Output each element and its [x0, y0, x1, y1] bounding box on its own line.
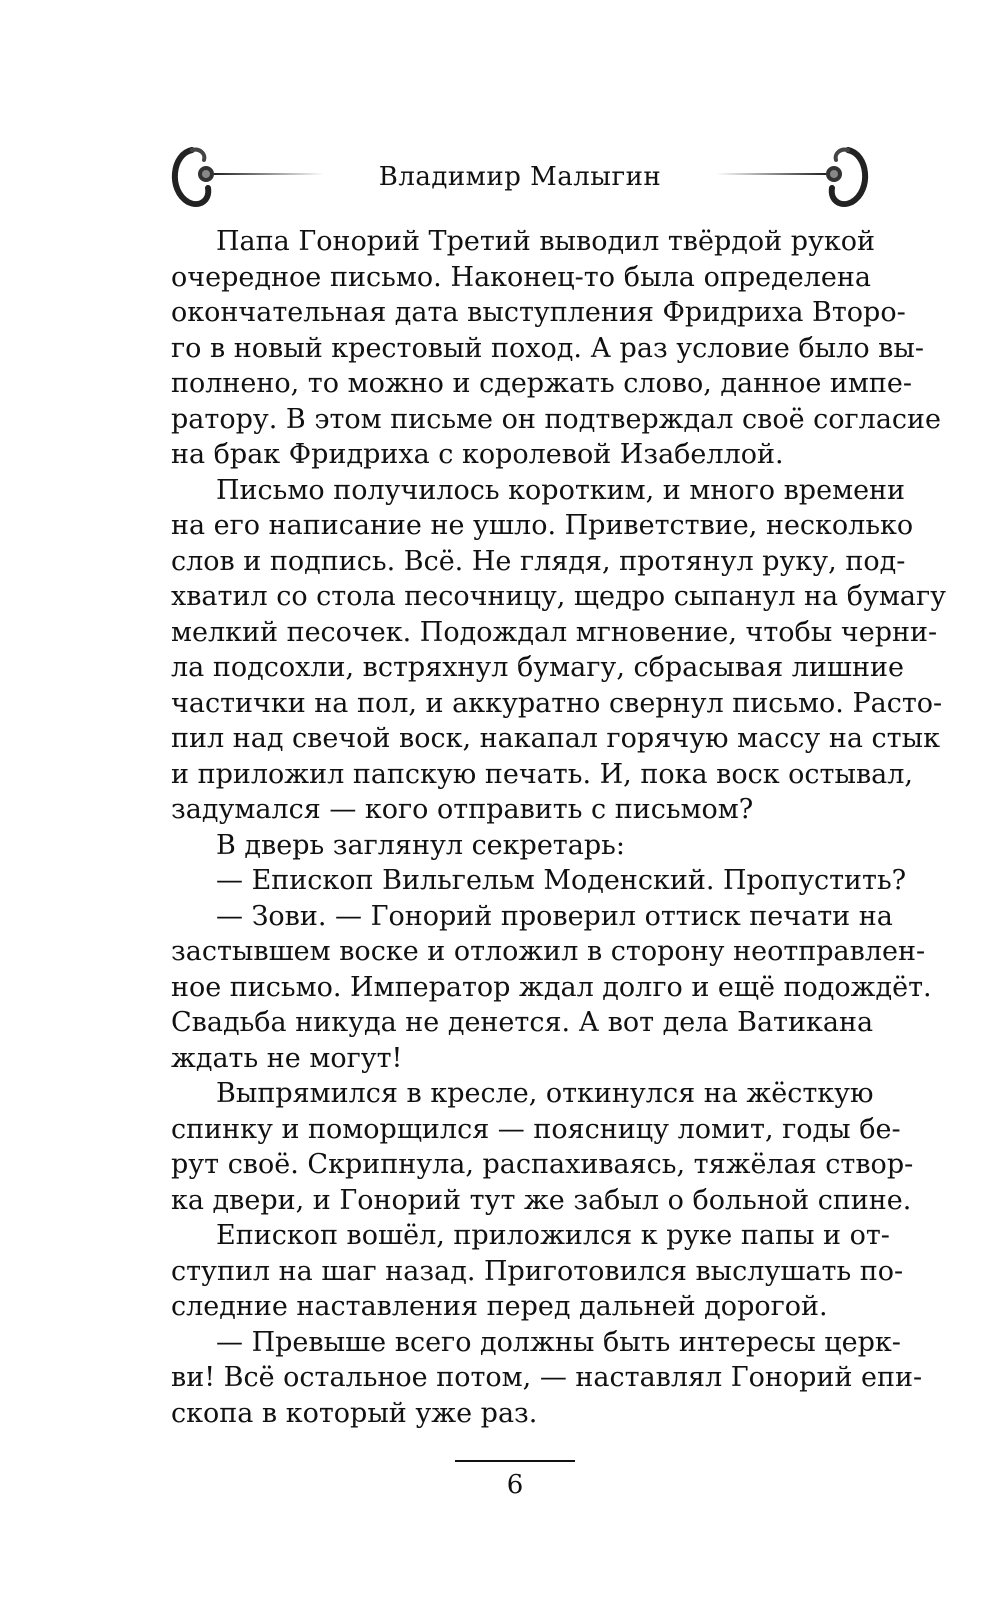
text-line: Письмо получилось коротким, и много времени	[216, 474, 906, 506]
text-line: спинку и поморщился — поясницу ломит, годы бе-	[171, 1113, 901, 1145]
text-line: и приложил папскую печать. И, пока воск остывал,	[171, 758, 913, 790]
text-line: рут своё. Скрипнула, распахиваясь, тяжёлая створ-	[171, 1149, 914, 1180]
text-line: застывшем воске и отложил в сторону неотправлен-	[171, 936, 926, 967]
text-line: ратору. В этом письме он подтверждал своё согласие	[171, 403, 942, 435]
text-line: ступил на шаг назад. Приготовился выслушать по-	[171, 1255, 904, 1287]
text-line: Папа Гонорий Третий выводил твёрдой рукой	[216, 226, 875, 257]
footer-rule	[455, 1460, 575, 1462]
text-line: ное письмо. Император ждал долго и ещё подождёт.	[171, 971, 932, 1003]
text-line: мелкий песочек. Подождал мгновение, чтобы черни-	[171, 616, 938, 648]
text-line: Выпрямился в кресле, откинулся на жёсткую	[216, 1078, 874, 1109]
text-line: ви! Всё остальное потом, — наставлял Гонорий епи-	[171, 1362, 923, 1393]
text-line: окончательная дата выступления Фридриха Второ-	[171, 297, 906, 328]
text-line: частички на пол, и аккуратно свернул письмо. Расто-	[171, 687, 943, 719]
text-line: полнено, то можно и сдержать слово, данное импе-	[171, 368, 913, 399]
text-line: задумался — кого отправить с письмом?	[171, 794, 754, 825]
running-header	[170, 140, 870, 220]
author-name: Владимир Малыгин	[378, 162, 662, 192]
text-line: Епископ вошёл, приложился к руке папы и от-	[216, 1220, 890, 1251]
text-line: хватил со стола песочницу, щедро сыпанул на бумагу	[171, 581, 946, 612]
text-line: очередное письмо. Наконец-то была определена	[171, 261, 871, 293]
text-line: пил над свечой воск, накапал горячую массу на стык	[171, 723, 940, 754]
body-text	[171, 224, 946, 1431]
text-line: го в новый крестовый поход. А раз условие было вы-	[171, 332, 924, 364]
text-line: — Епископ Вильгельм Моденский. Пропустить?	[216, 865, 907, 896]
text-line: на его написание не ушло. Приветствие, несколько	[171, 510, 914, 541]
text-line: слов и подпись. Всё. Не глядя, протянул руку, под-	[171, 545, 906, 577]
text-line: — Превыше всего должны быть интересы церк-	[216, 1326, 901, 1358]
text-line: ка двери, и Гонорий тут же забыл о больной спине.	[171, 1184, 912, 1216]
text-line: ла подсохли, встряхнул бумагу, сбрасывая лишние	[171, 652, 904, 683]
text-line: на брак Фридриха с королевой Изабеллой.	[171, 439, 784, 470]
text-line: В дверь заглянул секретарь:	[216, 829, 625, 861]
text-line: ждать не могут!	[171, 1042, 403, 1074]
text-line: Свадьба никуда не денется. А вот дела Ватикана	[171, 1007, 874, 1038]
text-line: скопа в который уже раз.	[171, 1397, 538, 1429]
page-number: 6	[506, 1470, 524, 1500]
scroll-ornament-right-icon	[710, 140, 870, 220]
text-line: следние наставления перед дальней дорогой.	[171, 1291, 828, 1322]
text-line: — Зови. — Гонорий проверил оттиск печати на	[216, 900, 893, 932]
